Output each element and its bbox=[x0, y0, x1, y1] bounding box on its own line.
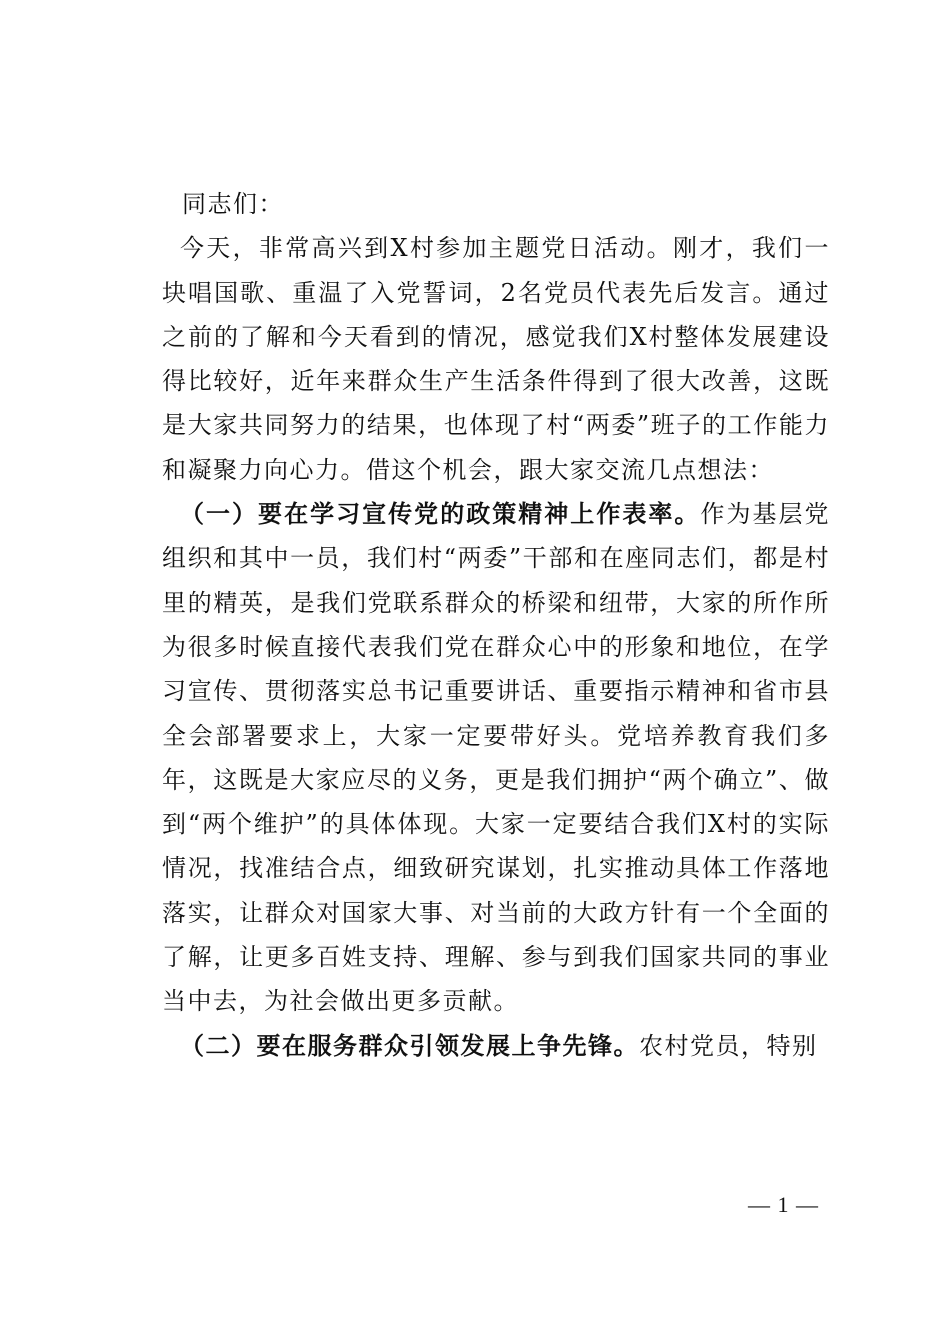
document-body bbox=[162, 182, 830, 1068]
section-1-text: 作为基层党组织和其中一员，我们村“两委”干部和在座同志们，都是村里的精英，是我们党联系群众的桥梁和纽带，大家的所作所为很多时候直接代表我们党在群众心中的形象和地位，在学习宣传、贯彻落实总书记重要讲话、重要指示精神和省市县全会部署要求上，大家一定要带好头。党培养教育我们多年，这既是大家应尽的义务，更是我们拥护“两个确立”、做到“两个维护”的具体体现。大家一定要结合我们X村的实际情况，找准结合点，细致研究谋划，扎实推动具体工作落地落实，让群众对国家大事、对当前的大政方针有一个全面的了解，让更多百姓支持、理解、参与到我们国家共同的事业当中去，为社会做出更多贡献。 bbox=[162, 500, 831, 1016]
section-1-heading: （一）要在学习宣传党的政策精神上作表率。 bbox=[180, 499, 701, 529]
section-2-text: 农村党员，特别 bbox=[639, 1031, 818, 1060]
page-number: — 1 — bbox=[748, 1192, 819, 1217]
paragraph-section-2 bbox=[162, 1024, 830, 1068]
paragraph-section-1 bbox=[162, 492, 830, 1024]
section-2-heading: （二）要在服务群众引领发展上争先锋。 bbox=[180, 1030, 639, 1060]
paragraph-intro-text: 今天，非常高兴到X村参加主题党日活动。刚才，我们一块唱国歌、重温了入党誓词，2名党员代表先后发言。通过之前的了解和今天看到的情况，感觉我们X村整体发展建设得比较好，近年来群众生产生活条件得到了很大改善，这既是大家共同努力的结果，也体现了村“两委”班子的工作能力和凝聚力向心力。借这个机会，跟大家交流几点想法： bbox=[162, 234, 830, 484]
salutation: 同志们： bbox=[182, 190, 284, 218]
paragraph-intro bbox=[162, 226, 830, 492]
